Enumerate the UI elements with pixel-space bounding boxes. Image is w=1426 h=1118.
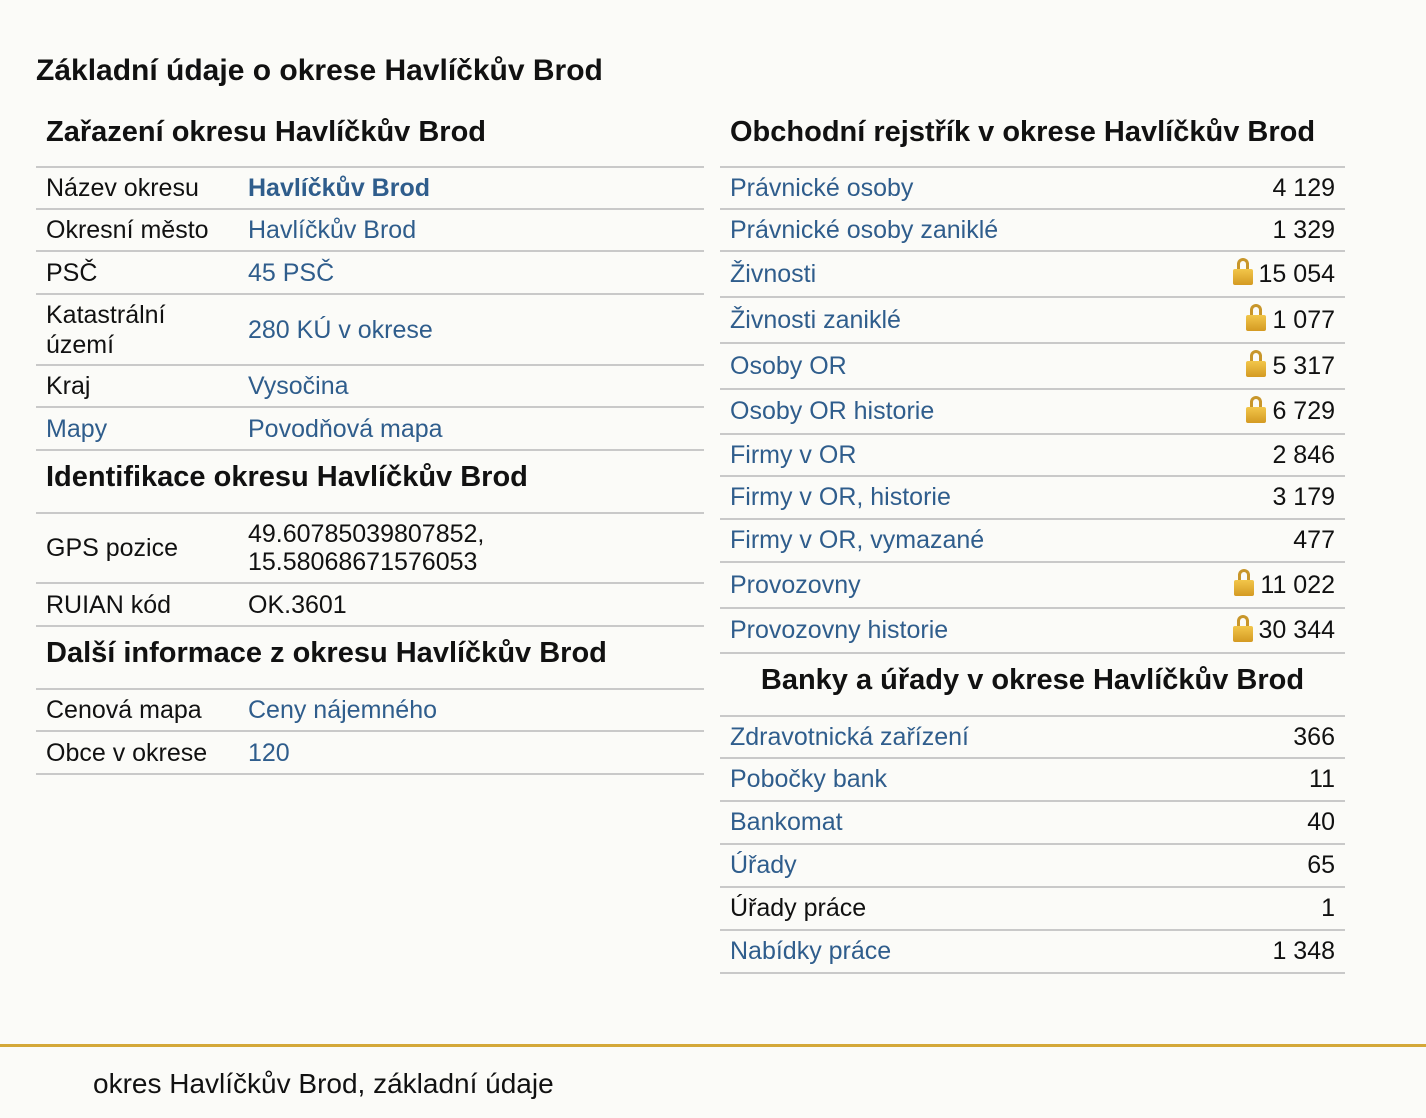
row-label: Kraj bbox=[46, 372, 91, 400]
table-row bbox=[36, 584, 704, 627]
table-row bbox=[36, 168, 704, 210]
row-value: 15 054 bbox=[1258, 259, 1335, 288]
firmy-v-or-vymazane-link[interactable]: Firmy v OR, vymazané bbox=[730, 526, 985, 554]
zivnosti-link[interactable]: Živnosti bbox=[730, 259, 817, 288]
urady-link[interactable]: Úřady bbox=[730, 851, 797, 879]
table-row bbox=[36, 732, 704, 775]
row-value: 11 bbox=[1309, 765, 1335, 793]
row-label: Cenová mapa bbox=[46, 696, 202, 724]
firmy-v-or-historie-link[interactable]: Firmy v OR, historie bbox=[730, 483, 951, 511]
lock-icon bbox=[1246, 304, 1266, 332]
table-row bbox=[720, 435, 1345, 477]
osoby-or-link[interactable]: Osoby OR bbox=[730, 351, 847, 380]
left-column bbox=[36, 110, 704, 775]
table-row bbox=[720, 802, 1345, 845]
bankomat-link[interactable]: Bankomat bbox=[730, 808, 843, 836]
row-label: PSČ bbox=[46, 258, 98, 287]
row-value: 4 129 bbox=[1272, 173, 1335, 202]
pravnicke-osoby-zanikle-link[interactable]: Právnické osoby zaniklé bbox=[730, 215, 999, 244]
firmy-v-or-link[interactable]: Firmy v OR bbox=[730, 440, 857, 469]
row-value-locked bbox=[1246, 306, 1335, 335]
footer-caption: okres Havlíčkův Brod, základní údaje bbox=[93, 1068, 554, 1099]
row-value: 1 348 bbox=[1272, 937, 1335, 965]
provozovny-historie-link[interactable]: Provozovny historie bbox=[730, 616, 949, 644]
table-row bbox=[36, 690, 704, 732]
row-value: 6 729 bbox=[1272, 397, 1335, 425]
page-title: Základní údaje o okrese Havlíčkův Brod bbox=[36, 54, 603, 87]
nabidky-prace-link[interactable]: Nabídky práce bbox=[730, 937, 892, 965]
row-value: 1 077 bbox=[1272, 305, 1335, 334]
table-row bbox=[36, 408, 704, 451]
table-row bbox=[720, 210, 1345, 252]
section-title-banky: Banky a úřady v okrese Havlíčkův Brod bbox=[720, 654, 1345, 717]
table-row bbox=[720, 759, 1345, 802]
row-value-locked bbox=[1246, 397, 1335, 426]
katastralni-uzemi-link[interactable]: 280 KÚ v okrese bbox=[248, 315, 433, 344]
ceny-najemneho-link[interactable]: Ceny nájemného bbox=[248, 696, 438, 724]
row-label: Obce v okrese bbox=[46, 738, 208, 767]
section-title-dalsi: Další informace z okresu Havlíčkův Brod bbox=[36, 627, 704, 690]
obce-v-okrese-link[interactable]: 120 bbox=[248, 738, 290, 767]
kraj-link[interactable]: Vysočina bbox=[248, 372, 349, 400]
mapy-link[interactable]: Mapy bbox=[46, 414, 108, 443]
provozovny-link[interactable]: Provozovny bbox=[730, 570, 861, 599]
row-label: GPS pozice bbox=[46, 534, 179, 562]
row-value: 40 bbox=[1307, 808, 1335, 836]
row-label: Název okresu bbox=[46, 174, 199, 202]
table-row bbox=[720, 298, 1345, 344]
lock-icon bbox=[1246, 396, 1266, 424]
gps-lat: 49.60785039807852, bbox=[248, 520, 485, 548]
lock-icon bbox=[1234, 569, 1254, 597]
povodnova-mapa-link[interactable]: Povodňová mapa bbox=[248, 414, 443, 443]
section-title-identifikace: Identifikace okresu Havlíčkův Brod bbox=[36, 451, 704, 514]
right-column bbox=[720, 110, 1345, 974]
row-value: 2 846 bbox=[1272, 440, 1335, 469]
table-row bbox=[720, 609, 1345, 654]
table-row bbox=[720, 931, 1345, 974]
lock-icon bbox=[1233, 615, 1253, 643]
row-value: 1 bbox=[1321, 894, 1335, 922]
table-row bbox=[720, 888, 1345, 931]
lock-icon bbox=[1246, 350, 1266, 378]
section-title-zarazeni: Zařazení okresu Havlíčkův Brod bbox=[36, 110, 704, 168]
table-row bbox=[720, 390, 1345, 435]
table-row bbox=[36, 210, 704, 252]
table-row bbox=[720, 344, 1345, 390]
gps-lon: 15.58068671576053 bbox=[248, 548, 478, 576]
footer-divider bbox=[0, 1044, 1426, 1047]
row-value: 477 bbox=[1293, 526, 1335, 554]
row-label: Okresní město bbox=[46, 216, 209, 244]
row-value-locked bbox=[1233, 260, 1335, 289]
row-value-locked bbox=[1246, 352, 1335, 381]
row-value-locked bbox=[1233, 616, 1335, 645]
gps-value bbox=[238, 520, 704, 576]
table-row bbox=[720, 845, 1345, 888]
pobocky-bank-link[interactable]: Pobočky bank bbox=[730, 765, 888, 793]
osoby-or-historie-link[interactable]: Osoby OR historie bbox=[730, 397, 935, 425]
table-row bbox=[720, 477, 1345, 520]
table-row bbox=[720, 563, 1345, 609]
row-value: 30 344 bbox=[1258, 616, 1335, 644]
zdravotnicka-zarizeni-link[interactable]: Zdravotnická zařízení bbox=[730, 722, 969, 751]
row-label: RUIAN kód bbox=[46, 590, 172, 619]
row-value: 65 bbox=[1307, 851, 1335, 879]
table-row bbox=[720, 717, 1345, 759]
psc-link[interactable]: 45 PSČ bbox=[248, 258, 335, 287]
okres-name-link[interactable]: Havlíčkův Brod bbox=[248, 174, 431, 202]
table-row bbox=[36, 252, 704, 295]
table-row bbox=[720, 168, 1345, 210]
okresni-mesto-link[interactable]: Havlíčkův Brod bbox=[248, 216, 417, 244]
row-value: 3 179 bbox=[1272, 483, 1335, 511]
row-label: Katastrální území bbox=[46, 300, 166, 359]
table-row bbox=[720, 520, 1345, 563]
zivnosti-zanikle-link[interactable]: Živnosti zaniklé bbox=[730, 305, 901, 334]
row-value: 366 bbox=[1293, 722, 1335, 751]
table-row bbox=[36, 295, 704, 366]
section-title-obchodni: Obchodní rejstřík v okrese Havlíčkův Brod bbox=[720, 110, 1345, 168]
row-value: 11 022 bbox=[1260, 570, 1335, 599]
ruian-value: OK.3601 bbox=[248, 590, 347, 619]
table-row bbox=[36, 514, 704, 584]
row-value: 1 329 bbox=[1272, 215, 1335, 244]
pravnicke-osoby-link[interactable]: Právnické osoby bbox=[730, 173, 914, 202]
table-row bbox=[36, 366, 704, 408]
row-value: 5 317 bbox=[1272, 351, 1335, 380]
table-row bbox=[720, 252, 1345, 298]
urady-prace-label: Úřady práce bbox=[730, 894, 867, 922]
row-value-locked bbox=[1234, 571, 1335, 600]
lock-icon bbox=[1233, 258, 1253, 286]
